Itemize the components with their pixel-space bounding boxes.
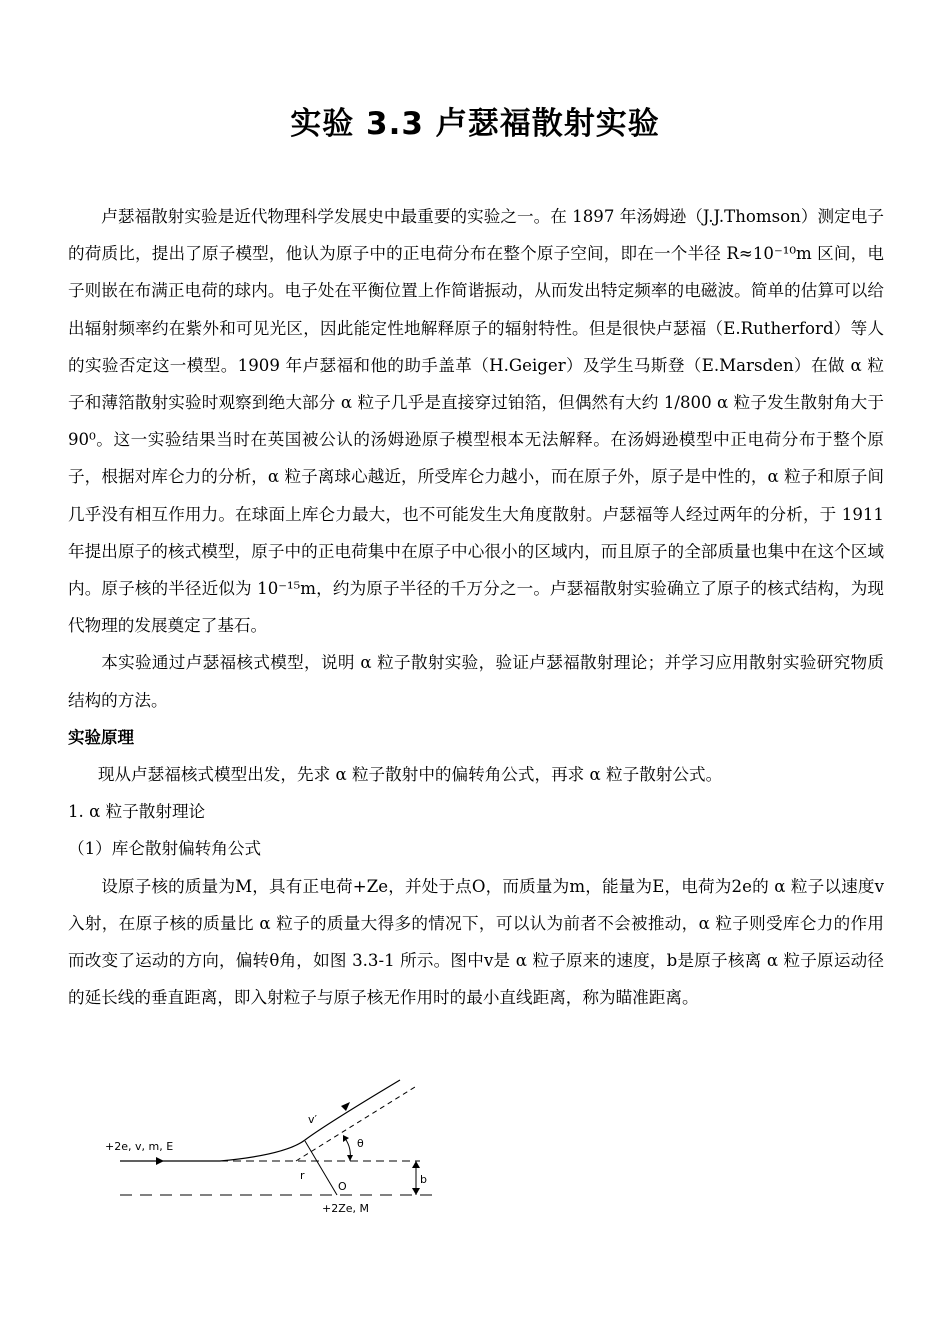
scattering-diagram-svg: [100, 1075, 460, 1225]
b-arrow-top: [412, 1161, 420, 1168]
o-label: O: [338, 1180, 347, 1193]
radius-line: [305, 1141, 337, 1195]
section-heading-1: 1. α 粒子散射理论: [68, 802, 206, 822]
theta-arrow-bottom: [347, 1155, 353, 1161]
outgoing-arrow: [341, 1102, 350, 1111]
page-title: 实验 3.3 卢瑟福散射实验: [290, 106, 660, 142]
purpose-paragraph: 本实验通过卢瑟福核式模型，说明 α 粒子散射实验，验证卢瑟福散射理论；并学习应用散射实验研究物质结构的方法。: [68, 653, 884, 710]
intro-paragraph: 卢瑟福散射实验是近代物理科学发展史中最重要的实验之一。在 1897 年汤姆逊（J.J.Thomson）测定电子的荷质比，提出了原子模型，他认为原子中的正电荷分布在整个原子空间，即在一个半径 R≈10⁻¹⁰m 区间，电子则嵌在布满正电荷的球内。电子处在平衡位置上作简谐振动，从而发出特定频率的电磁波。简单的估算可以给出辐射频率约在紫外和可见光区，因此能定性地解释原子的辐射特性。但是很快卢瑟福（E.Rutherford）等人的实验否定这一模型。1909 年卢瑟福和他的助手盖革（H.Geiger）及学生马斯登（E.Marsden）在做 α 粒子和薄箔散射实验时观察到绝大部分 α 粒子几乎是直接穿过铂箔，但偶然有大约 1/800 α 粒子发生散射角大于 90⁰。这一实验结果当时在英国被公认的汤姆逊原子模型根本无法解释。在汤姆逊模型中正电荷分布于整个原子，根据对库仑力的分析，α 粒子离球心越近，所受库仑力越小，而在原子外，原子是中性的，α 粒子和原子间几乎没有相互作用力。在球面上库仑力最大，也不可能发生大角度散射。卢瑟福等人经过两年的分析，于 1911 年提出原子的核式模型，原子中的正电荷集中在原子中心很小的区域内，而且原子的全部质量也集中在这个区域内。原子核的半径近似为 10⁻¹⁵m，约为原子半径的千万分之一。卢瑟福散射实验确立了原子的核式结构，为现代物理的发展奠定了基石。: [68, 207, 885, 636]
incoming-arrow: [156, 1157, 164, 1165]
incoming-label: +2e, v, m, E: [105, 1140, 174, 1153]
nucleus-label: +2Ze, M: [322, 1202, 370, 1215]
r-label: r: [300, 1169, 305, 1182]
setup-paragraph: 设原子核的质量为M，具有正电荷+Ze，并处于点O，而质量为m，能量为E，电荷为2e的 α 粒子以速度v入射，在原子核的质量比 α 粒子的质量大得多的情况下，可以认为前者不会被推动，α 粒子则受库仑力的作用而改变了运动的方向，偏转θ角，如图 3.3-1 所示。图中v是 α 粒子原来的速度，b是原子核离 α 粒子原运动径的延长线的垂直距离，即入射粒子与原子核无作用时的最小直线距离，称为瞄准距离。: [68, 876, 884, 1008]
b-arrow-bottom: [412, 1188, 420, 1195]
subsection-heading-1: （1）库仑散射偏转角公式: [68, 839, 262, 859]
theta-arrow-top: [343, 1135, 349, 1142]
b-label: b: [420, 1173, 427, 1186]
principle-heading: 实验原理: [68, 727, 134, 747]
theta-label: θ: [357, 1137, 364, 1150]
principle-intro-paragraph: 现从卢瑟福核式模型出发，先求 α 粒子散射中的偏转角公式，再求 α 粒子散射公式。: [97, 765, 723, 785]
scattering-diagram: [100, 1075, 460, 1225]
document-body: [68, 198, 884, 1016]
v-prime-label: v′: [308, 1113, 318, 1126]
